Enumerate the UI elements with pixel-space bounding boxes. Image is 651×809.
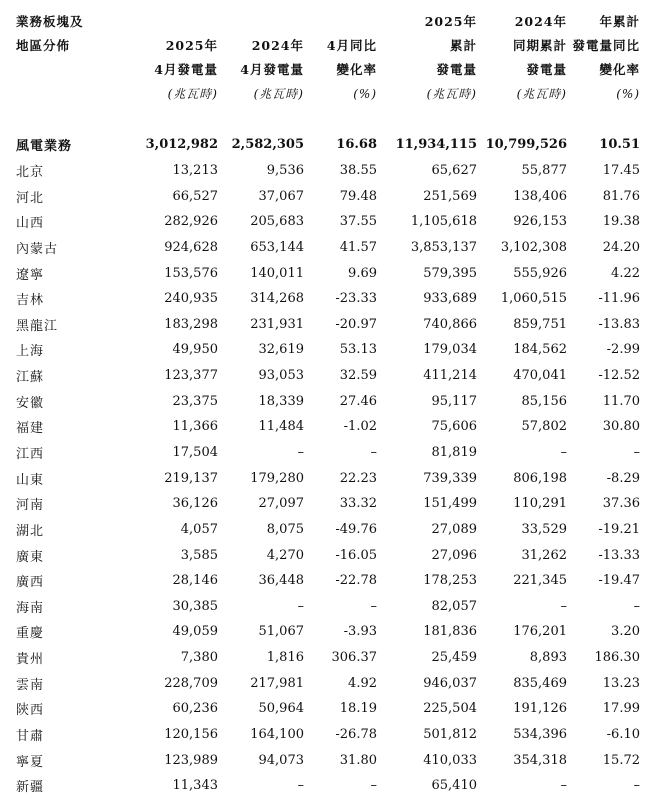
header-line: 4月發電量 (154, 62, 218, 77)
cell-value: 4,057 (180, 521, 218, 537)
table-row (16, 414, 640, 440)
cell-value: 30,385 (172, 598, 218, 614)
row-name: 風電業務 (16, 139, 73, 155)
cell-value: 50,964 (258, 701, 304, 717)
table-row (16, 388, 640, 414)
cell-value: 37,067 (258, 188, 304, 204)
header-line: 2024年 (514, 14, 567, 29)
cell-value: 79.48 (339, 188, 377, 204)
cell-value: 179,280 (250, 470, 304, 486)
spacer-row (16, 106, 640, 132)
cell-value: 501,812 (423, 727, 477, 743)
cell-value: 806,198 (513, 470, 567, 486)
header-line: 地區分佈 (16, 38, 71, 53)
header-col-2025-apr (114, 10, 218, 106)
cell-value: 3,102,308 (500, 239, 567, 255)
cell-value: 51,067 (258, 624, 304, 640)
cell-value: 27,096 (431, 547, 477, 563)
row-name: 山東 (16, 472, 45, 488)
cell-value: 251,569 (423, 188, 477, 204)
cell-value: 33,529 (521, 521, 567, 537)
cell-value: 13,213 (172, 162, 218, 178)
row-name: 寧夏 (16, 754, 45, 770)
cell-value: 65,627 (431, 162, 477, 178)
cell-value: 859,751 (513, 316, 567, 332)
header-col-cumulative-yoy (567, 10, 640, 106)
cell-value: 11,484 (258, 419, 304, 435)
cell-value: 140,011 (250, 265, 304, 281)
row-name: 山西 (16, 216, 45, 232)
cell-value: 30.80 (602, 419, 640, 435)
cell-value: 10.51 (599, 137, 640, 153)
cell-value: 36,448 (258, 573, 304, 589)
cell-value: 225,504 (423, 701, 477, 717)
cell-value: 16.68 (336, 137, 377, 153)
row-name: 雲南 (16, 677, 45, 693)
cell-value: 27,089 (431, 521, 477, 537)
header-unit: (兆瓦時) (426, 87, 477, 101)
cell-value: -23.33 (335, 291, 377, 307)
cell-value: 739,339 (423, 470, 477, 486)
cell-value: -20.97 (335, 316, 377, 332)
table-body (16, 106, 640, 799)
header-segment-region (16, 10, 114, 106)
cell-value: -13.33 (598, 547, 640, 563)
header-line: 累計 (449, 38, 477, 53)
cell-value: 933,689 (423, 291, 477, 307)
cell-value: 1,816 (266, 650, 304, 666)
header-line: 2025年 (424, 14, 477, 29)
cell-value: 19.38 (602, 214, 640, 230)
cell-value: 306.37 (331, 650, 377, 666)
row-name: 福建 (16, 421, 45, 437)
header-line: 2025年 (165, 38, 218, 53)
cell-value: 55,877 (521, 162, 567, 178)
cell-value: 94,073 (258, 752, 304, 768)
cell-value: 926,153 (513, 214, 567, 230)
cell-value: 8,893 (529, 650, 567, 666)
cell-value: 17.99 (602, 701, 640, 717)
header-line: 變化率 (599, 62, 640, 77)
row-name: 河北 (16, 190, 45, 206)
header-unit: (兆瓦時) (167, 87, 218, 101)
table-row (16, 670, 640, 696)
table-row (16, 747, 640, 773)
cell-value: 8,075 (266, 521, 304, 537)
cell-value: 22.23 (339, 470, 377, 486)
cell-value: 240,935 (164, 291, 218, 307)
row-name: 內蒙古 (16, 241, 59, 257)
row-name: 甘肅 (16, 729, 45, 745)
table-row (16, 491, 640, 517)
cell-value: 205,683 (250, 214, 304, 230)
cell-value: 534,396 (513, 727, 567, 743)
cell-value: 38.55 (339, 162, 377, 178)
header-col-2025-cumulative (377, 10, 477, 106)
table-row (16, 260, 640, 286)
cell-value: -49.76 (335, 521, 377, 537)
header-line: 發電量同比 (572, 38, 640, 53)
cell-value: 11.70 (602, 393, 640, 409)
cell-value: 49,059 (172, 624, 218, 640)
cell-value: 579,395 (423, 265, 477, 281)
cell-value: – (370, 598, 377, 614)
cell-value: – (560, 778, 567, 794)
header-unit: (兆瓦時) (253, 87, 304, 101)
cell-value: 11,366 (172, 419, 218, 435)
cell-value: – (560, 445, 567, 460)
cell-value: 31.80 (339, 752, 377, 768)
cell-value: 60,236 (172, 701, 218, 717)
cell-value: 3,853,137 (410, 239, 477, 255)
cell-value: 176,201 (513, 624, 567, 640)
cell-value: 17.45 (602, 162, 640, 178)
cell-value: 653,144 (250, 239, 304, 255)
cell-value: -2.99 (606, 342, 640, 358)
cell-value: 24.20 (602, 239, 640, 255)
table-row (16, 311, 640, 337)
total-row (16, 132, 640, 158)
row-name: 陝西 (16, 703, 45, 719)
cell-value: – (297, 445, 304, 460)
row-name: 黑龍江 (16, 318, 59, 334)
header-line: 同期累計 (512, 38, 567, 53)
cell-value: 82,057 (431, 598, 477, 614)
cell-value: 18,339 (258, 393, 304, 409)
cell-value: 3,012,982 (145, 137, 218, 153)
cell-value: 4,270 (266, 547, 304, 563)
cell-value: – (560, 598, 567, 614)
table-row (16, 440, 640, 466)
row-name: 廣東 (16, 549, 45, 565)
cell-value: 184,562 (513, 342, 567, 358)
table-row (16, 619, 640, 645)
table-row (16, 594, 640, 620)
cell-value: 221,345 (513, 573, 567, 589)
header-line: 業務板塊及 (16, 14, 84, 29)
cell-value: 13.23 (602, 675, 640, 691)
cell-value: 110,291 (513, 496, 567, 512)
row-name: 貴州 (16, 652, 45, 668)
cell-value: 27,097 (258, 496, 304, 512)
cell-value: 138,406 (513, 188, 567, 204)
row-name: 新疆 (16, 780, 45, 796)
cell-value: 25,459 (431, 650, 477, 666)
cell-value: 1,105,618 (410, 214, 477, 230)
cell-value: 4.22 (611, 265, 640, 281)
cell-value: 37.36 (602, 496, 640, 512)
table-row (16, 465, 640, 491)
cell-value: 57,802 (521, 419, 567, 435)
cell-value: -8.29 (606, 470, 640, 486)
cell-value: 53.13 (339, 342, 377, 358)
cell-value: 410,033 (423, 752, 477, 768)
header-line: 4月發電量 (240, 62, 304, 77)
cell-value: 93,053 (258, 368, 304, 384)
cell-value: 186.30 (594, 650, 640, 666)
table-row (16, 696, 640, 722)
cell-value: 411,214 (423, 368, 477, 384)
header-col-apr-yoy (304, 10, 377, 106)
cell-value: 81.76 (602, 188, 640, 204)
cell-value: 7,380 (180, 650, 218, 666)
cell-value: 282,926 (164, 214, 218, 230)
row-name: 遼寧 (16, 267, 45, 283)
cell-value: – (633, 598, 640, 614)
cell-value: 120,156 (164, 727, 218, 743)
cell-value: 17,504 (172, 445, 218, 460)
cell-value: 41.57 (339, 239, 377, 255)
header-line: 年累計 (599, 14, 640, 29)
row-name: 海南 (16, 600, 45, 616)
cell-value: 31,262 (521, 547, 567, 563)
row-name: 吉林 (16, 293, 45, 309)
row-name: 北京 (16, 164, 45, 180)
cell-value: 164,100 (250, 727, 304, 743)
cell-value: 1,060,515 (500, 291, 567, 307)
header-unit: (兆瓦時) (516, 87, 567, 101)
cell-value: 217,981 (250, 675, 304, 691)
cell-value: 27.46 (339, 393, 377, 409)
table-row (16, 568, 640, 594)
header-line (114, 10, 218, 34)
cell-value: 85,156 (521, 393, 567, 409)
table-row (16, 722, 640, 748)
row-name: 江蘇 (16, 370, 45, 386)
header-unit: (%) (353, 87, 377, 101)
cell-value: 231,931 (250, 316, 304, 332)
header-col-2024-cumulative (477, 10, 567, 106)
power-generation-table (16, 10, 640, 799)
table-row (16, 773, 640, 799)
cell-value: – (633, 445, 640, 460)
cell-value: 191,126 (513, 701, 567, 717)
cell-value: -26.78 (335, 727, 377, 743)
cell-value: 123,989 (164, 752, 218, 768)
header-unit: (%) (616, 87, 640, 101)
cell-value: 946,037 (423, 675, 477, 691)
cell-value: 95,117 (431, 393, 477, 409)
cell-value: 178,253 (423, 573, 477, 589)
table-row (16, 183, 640, 209)
cell-value: 81,819 (431, 445, 477, 460)
table-row (16, 286, 640, 312)
cell-value: 18.19 (339, 701, 377, 717)
cell-value: 49,950 (172, 342, 218, 358)
cell-value: 9,536 (266, 162, 304, 178)
row-name: 江西 (16, 447, 45, 462)
cell-value: 36,126 (172, 496, 218, 512)
cell-value: 314,268 (250, 291, 304, 307)
table-row (16, 235, 640, 261)
row-name: 重慶 (16, 626, 45, 642)
cell-value: -3.93 (343, 624, 377, 640)
cell-value: 10,799,526 (485, 137, 567, 153)
cell-value: -1.02 (343, 419, 377, 435)
cell-value: 179,034 (423, 342, 477, 358)
cell-value: 15.72 (602, 752, 640, 768)
cell-value: 65,410 (431, 778, 477, 794)
header-line (304, 10, 377, 34)
table-row (16, 209, 640, 235)
cell-value: 183,298 (164, 316, 218, 332)
cell-value: 32.59 (339, 368, 377, 384)
table-row (16, 158, 640, 184)
row-name: 安徽 (16, 395, 45, 411)
cell-value: 470,041 (513, 368, 567, 384)
cell-value: -6.10 (606, 727, 640, 743)
cell-value: 37.55 (339, 214, 377, 230)
header-line (218, 10, 304, 34)
header-line: 4月同比 (326, 38, 377, 53)
cell-value: 181,836 (423, 624, 477, 640)
cell-value: 33.32 (339, 496, 377, 512)
cell-value: 219,137 (164, 470, 218, 486)
cell-value: – (297, 598, 304, 614)
cell-value: – (297, 778, 304, 794)
cell-value: 740,866 (423, 316, 477, 332)
header-col-2024-apr (218, 10, 304, 106)
header-line: 變化率 (336, 62, 377, 77)
cell-value: 153,576 (164, 265, 218, 281)
cell-value: 3,585 (180, 547, 218, 563)
row-name: 廣西 (16, 575, 45, 591)
cell-value: 151,499 (423, 496, 477, 512)
table-row (16, 542, 640, 568)
cell-value: 28,146 (172, 573, 218, 589)
cell-value: -19.47 (598, 573, 640, 589)
header-line: 發電量 (526, 62, 567, 77)
cell-value: 4.92 (348, 675, 377, 691)
cell-value: 66,527 (172, 188, 218, 204)
header-line: 2024年 (251, 38, 304, 53)
cell-value: 3.20 (611, 624, 640, 640)
row-name: 河南 (16, 498, 45, 514)
cell-value: – (633, 778, 640, 794)
cell-value: – (370, 445, 377, 460)
table-row (16, 337, 640, 363)
table-row (16, 517, 640, 543)
cell-value: -22.78 (335, 573, 377, 589)
cell-value: 555,926 (513, 265, 567, 281)
cell-value: -16.05 (335, 547, 377, 563)
row-name: 湖北 (16, 523, 45, 539)
cell-value: – (370, 778, 377, 794)
header-line: 發電量 (436, 62, 477, 77)
table-row (16, 363, 640, 389)
cell-value: 924,628 (164, 239, 218, 255)
cell-value: 123,377 (164, 368, 218, 384)
cell-value: 835,469 (513, 675, 567, 691)
table-header (16, 10, 640, 106)
row-name: 上海 (16, 344, 45, 360)
cell-value: 32,619 (258, 342, 304, 358)
cell-value: 75,606 (431, 419, 477, 435)
cell-value: 2,582,305 (231, 137, 304, 153)
cell-value: 9.69 (348, 265, 377, 281)
cell-value: 228,709 (164, 675, 218, 691)
cell-value: -13.83 (598, 316, 640, 332)
cell-value: -12.52 (598, 368, 640, 384)
cell-value: 11,934,115 (395, 137, 477, 153)
cell-value: 354,318 (513, 752, 567, 768)
cell-value: 23,375 (172, 393, 218, 409)
cell-value: -19.21 (598, 521, 640, 537)
table-row (16, 645, 640, 671)
cell-value: -11.96 (598, 291, 640, 307)
cell-value: 11,343 (172, 778, 218, 794)
